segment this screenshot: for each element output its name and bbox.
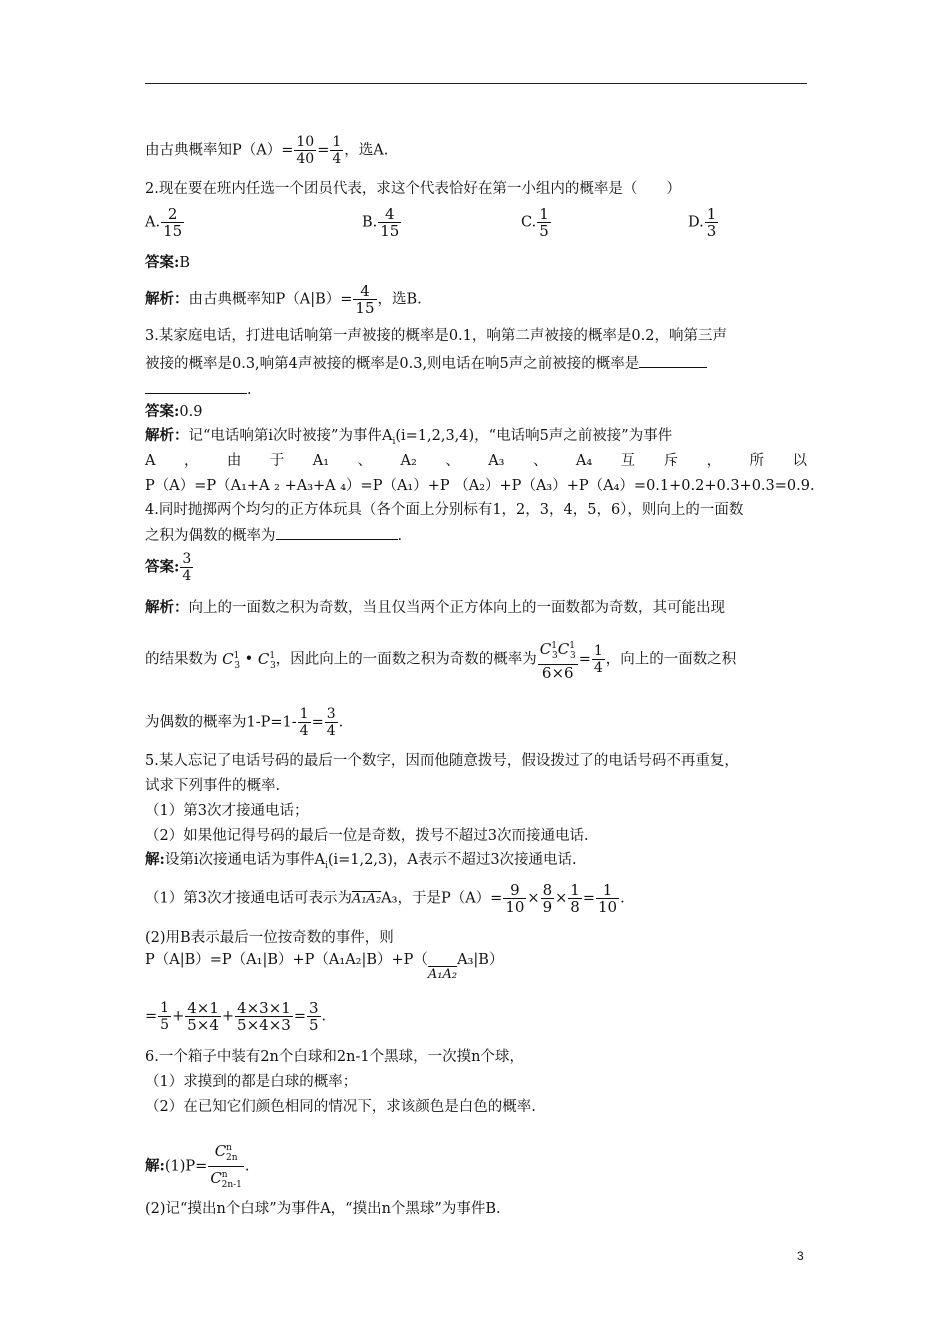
text: 由古典概率知P（A）= <box>145 142 294 159</box>
question-3-line2: 被接的概率是0.3,响第4声被接的概率是0.3,则电话在响5声之前被接的概率是 <box>145 353 707 374</box>
solution-line: = $\frac{1}{5}$ + $\frac{4\times 1}{5\times 4}$ + $\frac{4\times 3\times 1}{5\times 4\times 3}$ = $\frac{3}{5}$ . <box>145 999 327 1034</box>
overline-term: A₁A₂ <box>351 891 382 907</box>
solution-line: 解:设第i次接通电话为事件$A_i(i=1,2,3)$，A表示不超过3次接通电话. <box>145 851 577 871</box>
solution-line: (2)记“摸出n个白球”为事件A，“摸出n个黑球”为事件B. <box>145 1201 501 1217</box>
combination: $C^1_3$ <box>222 649 241 671</box>
option-c: C. $\frac{1}{5}$ <box>521 205 549 240</box>
answer-blank <box>639 353 707 368</box>
option-a: A. $\frac{2}{15}$ <box>145 205 183 240</box>
fraction: $\frac{1}{4}$ <box>332 134 342 167</box>
question-4-line1: 4.同时抛掷两个均匀的正方体玩具（各个面上分别标有1，2，3，4，5，6），则向上的一面数 <box>145 502 744 518</box>
option-b: B. $\frac{4}{15}$ <box>362 205 400 240</box>
answer-blank <box>145 379 247 394</box>
solution-line: P（A|B）=P（A₁|B）+P（A₁A₂|B）+P（A₁A₂A₃|B） <box>145 952 504 982</box>
solution-line: (2)用B表示最后一位按奇数的事件，则 <box>145 930 394 946</box>
answer-line: 答案:0.9 <box>145 403 203 420</box>
text-line: 由古典概率知P（A）= $\frac{10}{40}$ = $\frac{1}{4}$ ，选A. <box>145 134 389 167</box>
question-3-line1: 3.某家庭电话，打进电话响第一声被接的概率是0.1，响第二声被接的概率是0.2，响第三声 <box>145 328 727 344</box>
question-3-line3: . <box>145 379 252 400</box>
analysis-line: 为偶数的概率为1-P=1- $\frac{1}{4}$ = $\frac{3}{4}$ . <box>145 706 344 739</box>
fraction: $\frac{C^n_{2n}}{C^n_{2n-1}}$ <box>208 1140 244 1193</box>
question-6-line3: （2）在已知它们颜色相同的情况下，求该颜色是白色的概率. <box>145 1099 536 1115</box>
question-2: 2.现在要在班内任选一个团员代表，求这个代表恰好在第一小组内的概率是（ ） <box>145 181 681 197</box>
answer-line: 答案:B <box>145 254 191 271</box>
question-6-line1: 6.一个箱子中装有2n个白球和2n-1个黑球，一次摸n个球， <box>145 1049 524 1065</box>
fraction: $\frac{C^1_3C^1_3}{6\times 6}$ <box>539 640 576 682</box>
solution-line: （1）第3次才接通电话可表示为A₁A₂A₃，于是P（A）= $\frac{9}{10}$ × $\frac{8}{9}$ × $\frac{1}{8}$ = $\frac{1}{10}$ . <box>145 881 625 916</box>
fraction: $\frac{10}{40}$ <box>296 134 315 167</box>
answer-blank <box>276 525 398 540</box>
answer-line: 答案: $\frac{3}{4}$ <box>145 551 192 584</box>
analysis-line-justified: A ， 由 于 A₁ 、 A₂ 、 A₃ 、 A₄ 互 斥 ， 所 以 <box>145 453 807 469</box>
header-rule <box>145 83 807 84</box>
question-5-line4: （2）如果他记得号码的最后一位是奇数，拨号不超过3次而接通电话. <box>145 828 589 844</box>
analysis-line: 解析：由古典概率知P（A|B）= $\frac{4}{15}$ ，选B. <box>145 282 422 317</box>
analysis-line: 解析：向上的一面数之积为奇数，当且仅当两个正方体向上的一面数都为奇数，其可能出现 <box>145 599 725 616</box>
analysis-line: P（A）=P（A₁+A ₂ +A₃+A ₄）=P（A₁）+P （A₂）+P（A₃）+P（A₄）=0.1+0.2+0.3+0.3=0.9. <box>145 478 815 494</box>
analysis-line: 解析：记“电话响第i次时被接”为事件$A_i(i=1,2,3,4)$，“电话响5声之前被接”为事件 <box>145 427 673 447</box>
option-d: D. $\frac{1}{3}$ <box>688 205 717 240</box>
page-number: 3 <box>797 1249 804 1263</box>
question-5-line3: （1）第3次才接通电话； <box>145 803 309 819</box>
question-6-line2: （1）求摸到的都是白球的概率； <box>145 1074 358 1090</box>
question-5-line2: 试求下列事件的概率. <box>145 778 281 794</box>
solution-line: 解:(1)P= $\frac{C^n_{2n}}{C^n_{2n-1}}$ . <box>145 1140 250 1193</box>
analysis-line: 的结果数为 $C^1_3$ • $C^1_3$，因此向上的一面数之积为奇数的概率为 $\frac{C^1_3C^1_3}{6\times 6}$ = $\frac{1}{4}$ ，向上的一面数之积 <box>145 640 737 682</box>
combination: $C^1_3$ <box>257 649 276 671</box>
question-4-line2: 之积为偶数的概率为 . <box>145 525 402 546</box>
question-5-line1: 5.某人忘记了电话号码的最后一个数字，因而他随意拨号，假设拨过了的电话号码不再重复， <box>145 753 739 769</box>
